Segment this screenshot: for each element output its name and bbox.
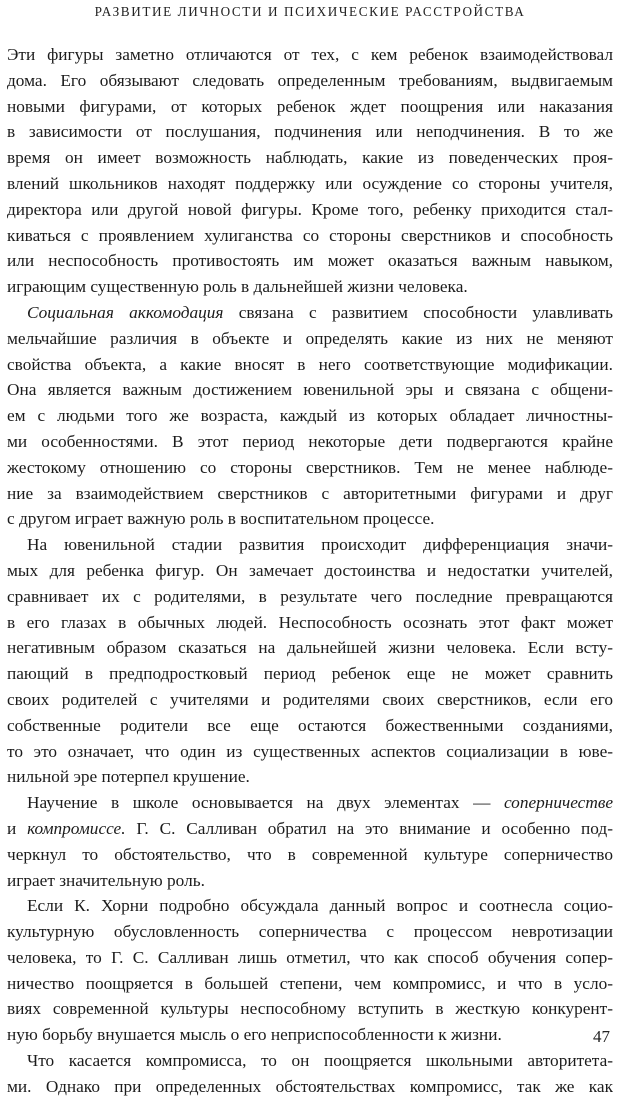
text-segment: с другом играет важную роль в воспитательном процессе. [7, 509, 435, 529]
text-segment: влений школьников находят поддержку или осуждение со стороны учителя, [7, 173, 613, 193]
text-segment: связана с развитием способности улавливать [223, 302, 613, 322]
text-line [7, 42, 613, 68]
text-segment: виях современной культуры неспособному вступить в жесткую конкурент- [7, 999, 613, 1019]
text-line [7, 919, 613, 945]
text-segment: культурную обусловленность соперничества с процессом невротизации [7, 922, 613, 942]
text-line [7, 145, 613, 171]
text-segment: Она является важным достижением ювенильной эры и связана с общени- [7, 380, 613, 400]
text-segment: или неспособность противостоять им может оказаться важным навыком, [7, 251, 613, 271]
text-line [7, 764, 613, 790]
text-segment: ми особенностями. В этот период некоторые дети подвергаются крайне [7, 431, 613, 451]
text-line [7, 197, 613, 223]
text-line [7, 1074, 613, 1100]
italic-term: Социальная аккомодация [27, 302, 224, 322]
italic-term: соперничестве [503, 793, 613, 813]
text-segment: в зависимости от послушания, подчинения или неподчинения. В то же [7, 122, 613, 142]
text-segment: нильной эре потерпел крушение. [7, 767, 250, 787]
italic-term: компромиссе. [27, 818, 126, 838]
text-line [7, 868, 613, 894]
text-segment: мельчайшие различия в объекте и определять какие из них не меняют [7, 328, 613, 348]
text-line [7, 300, 613, 326]
text-segment: ем с людьми того же возраста, каждый из которых обладает личностны- [7, 406, 613, 426]
text-segment: свойства объекта, а какие вносят в него соответствующие модификации. [7, 354, 613, 374]
text-line [7, 506, 613, 532]
text-segment: ничество поощряется в большей степени, чем компромисс, и что в усло- [7, 973, 613, 993]
text-segment: Г. С. Салливан обратил на это внимание и особенно под- [125, 818, 613, 838]
text-segment: дома. Его обязывают следовать определенным требованиям, выдвигаемым [7, 70, 613, 90]
text-segment: директора или другой новой фигуры. Кроме того, ребенку приходится стал- [7, 199, 613, 219]
text-segment: новыми фигурами, от которых ребенок ждет поощрения или наказания [7, 96, 613, 116]
text-segment: играющим существенную роль в дальнейшей жизни человека. [7, 277, 468, 297]
body-text [7, 42, 613, 1100]
text-line [7, 558, 613, 584]
text-line [7, 455, 613, 481]
running-head: РАЗВИТИЕ ЛИЧНОСТИ И ПСИХИЧЕСКИЕ РАССТРОЙСТВА [94, 4, 526, 19]
text-line [7, 945, 613, 971]
text-segment: в его глазах в обычных людей. Неспособность осознать этот факт может [7, 612, 613, 632]
text-line [7, 532, 613, 558]
text-segment: Если К. Хорни подробно обсуждала данный вопрос и соотнесла социо- [27, 896, 613, 916]
text-segment: играет значительную роль. [7, 870, 205, 890]
text-segment: и [7, 818, 28, 838]
text-segment: пающий в предподростковый период ребенок еще не может сравнить [7, 664, 613, 684]
text-line [7, 326, 613, 352]
text-line [7, 403, 613, 429]
text-line [7, 996, 613, 1022]
text-line [7, 94, 613, 120]
text-line [7, 274, 613, 300]
text-line [7, 68, 613, 94]
text-segment: жестокому отношению со стороны сверстников. Тем не менее наблюде- [7, 457, 613, 477]
text-segment: время он имеет возможность наблюдать, какие из поведенческих проя- [7, 148, 613, 168]
text-line [7, 248, 613, 274]
text-segment: ние за взаимодействием сверстников с авторитетными фигурами и друг [7, 483, 613, 503]
text-line [7, 584, 613, 610]
text-line [7, 687, 613, 713]
text-line [7, 635, 613, 661]
text-segment: сравнивает их с родителями, в результате чего последние превращаются [7, 586, 613, 606]
text-line [7, 429, 613, 455]
text-line [7, 790, 613, 816]
text-line [7, 661, 613, 687]
text-line [7, 223, 613, 249]
text-line [7, 377, 613, 403]
text-segment: На ювенильной стадии развития происходит дифференциация значи- [27, 535, 613, 555]
text-line [7, 171, 613, 197]
text-line [7, 739, 613, 765]
text-segment: Научение в школе основывается на двух элементах — [27, 793, 504, 813]
text-line [7, 971, 613, 997]
text-segment: Эти фигуры заметно отличаются от тех, с кем ребенок взаимодействовал [7, 45, 613, 64]
text-segment: своих родителей с учителями и родителями своих сверстников, если его [7, 689, 613, 709]
text-line [7, 713, 613, 739]
text-line [7, 893, 613, 919]
text-line [7, 842, 613, 868]
text-segment: собственные родители все еще остаются божественными созданиями, [7, 715, 613, 735]
page-number: 47 [593, 1027, 610, 1046]
text-line [7, 481, 613, 507]
text-segment: черкнул то обстоятельство, что в современной культуре соперничество [7, 844, 613, 864]
text-segment: то это означает, что один из существенных аспектов социализации в юве- [7, 741, 613, 761]
text-segment: ную борьбу внушается мысль о его неприспособленности к жизни. [7, 1025, 502, 1045]
text-segment: мых для ребенка фигур. Он замечает достоинства и недостатки учителей, [7, 560, 613, 580]
text-line [7, 352, 613, 378]
text-segment: человека, то Г. С. Салливан лишь отметил, что как способ обучения сопер- [7, 947, 613, 967]
text-line [7, 816, 613, 842]
text-segment: негативным образом сказаться на дальнейшей жизни человека. Если всту- [7, 638, 613, 658]
text-segment: Что касается компромисса, то он поощряется школьными авторитета- [27, 1051, 613, 1071]
text-line [7, 1022, 613, 1048]
text-segment: ми. Однако при определенных обстоятельствах компромисс, так же как [7, 1076, 613, 1096]
text-line [7, 119, 613, 145]
text-segment: киваться с проявлением хулиганства со стороны сверстников и способность [7, 225, 613, 245]
text-line [7, 610, 613, 636]
